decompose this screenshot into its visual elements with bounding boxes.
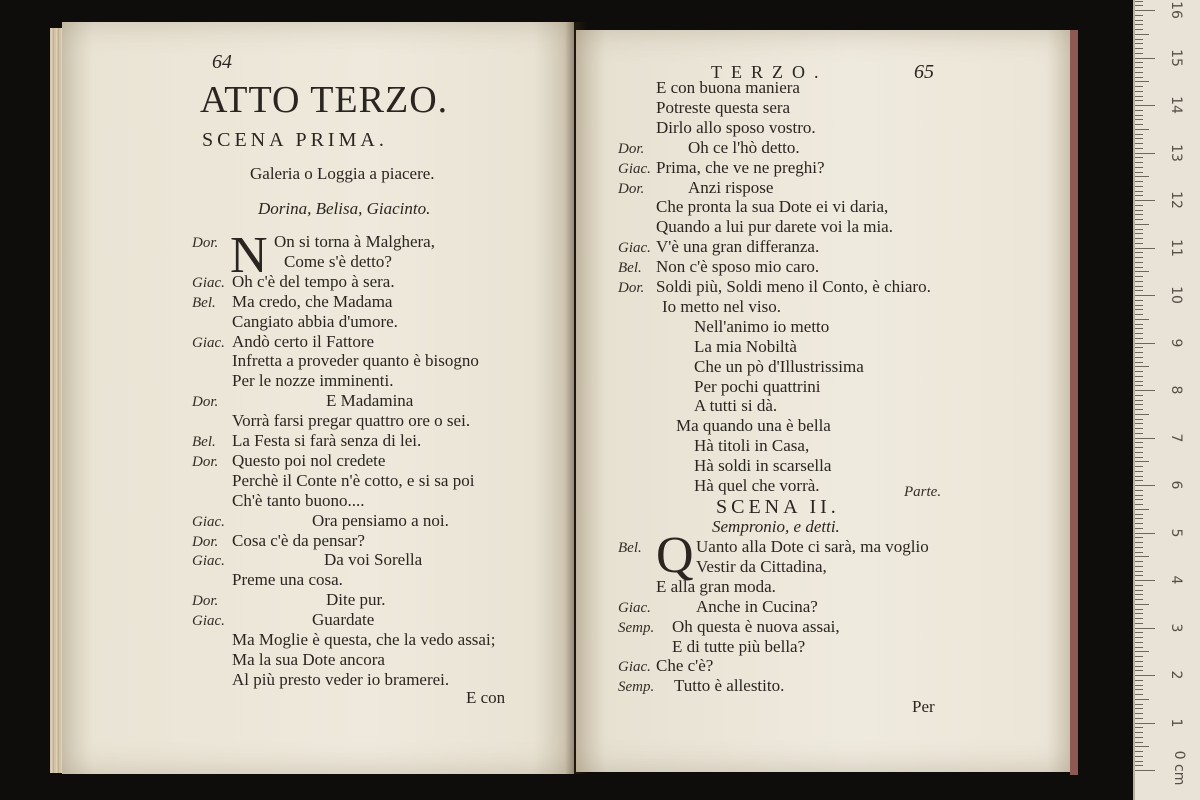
ruler-tick (1135, 58, 1155, 59)
ruler-tick (1135, 286, 1143, 287)
ruler-tick (1135, 20, 1143, 21)
ruler-tick (1135, 537, 1143, 538)
ruler-tick (1135, 395, 1143, 396)
ruler-tick (1135, 119, 1143, 120)
ruler-tick (1135, 761, 1143, 762)
ruler-tick (1135, 48, 1143, 49)
ruler-tick (1135, 675, 1155, 676)
dialogue-line: E alla gran moda. (656, 576, 776, 596)
dialogue-line: Che un pò d'Illustrissima (694, 356, 864, 376)
dialogue-line: Al più presto veder io bramerei. (232, 669, 450, 689)
ruler-tick (1135, 533, 1155, 534)
ruler-tick (1135, 723, 1155, 724)
dialogue-line: Dite pur. (326, 590, 386, 610)
ruler-tick (1135, 518, 1143, 519)
character-list: Sempronio, e detti. (712, 517, 840, 536)
dialogue-line: Uanto alla Dote ci sarà, ma voglio (696, 537, 929, 556)
ruler-tick (1135, 490, 1143, 491)
ruler-tick (1135, 148, 1143, 149)
ruler-tick (1135, 300, 1143, 301)
catchword: E con (466, 688, 506, 707)
ruler-tick (1135, 414, 1149, 415)
ruler-tick (1135, 699, 1149, 700)
ruler-tick (1135, 419, 1143, 420)
ruler-tick (1135, 438, 1155, 439)
ruler-tick (1135, 281, 1143, 282)
dialogue-line: Anzi rispose (688, 177, 774, 197)
dialogue-line: On si torna à Malghera, (274, 232, 435, 251)
ruler-number: 6 (1168, 480, 1184, 490)
ruler-tick (1135, 390, 1155, 391)
speaker-label: Dor. (618, 140, 645, 157)
dialogue-line: Vorrà farsi pregar quattro ore o sei. (232, 411, 471, 431)
scene-title: SCENA PRIMA. (202, 129, 388, 151)
ruler-tick (1135, 67, 1143, 68)
setting-line: Galeria o Loggia a piacere. (250, 164, 435, 183)
ruler-tick (1135, 765, 1143, 766)
ruler-tick (1135, 423, 1143, 424)
dialogue-line: Nell'animo io metto (694, 316, 830, 336)
ruler-tick (1135, 376, 1143, 377)
ruler-number: 2 (1168, 670, 1184, 680)
ruler-tick (1135, 15, 1143, 16)
ruler-tick (1135, 352, 1143, 353)
dialogue-line: Per pochi quattrini (694, 376, 821, 396)
ruler-tick (1135, 594, 1143, 595)
dialogue-line: Cangiato abbia d'umore. (232, 311, 398, 331)
ruler-tick (1135, 191, 1143, 192)
ruler-tick (1135, 110, 1143, 111)
ruler-tick (1135, 333, 1143, 334)
ruler-tick (1135, 632, 1143, 633)
ruler-tick (1135, 613, 1143, 614)
ruler-tick (1135, 571, 1143, 572)
ruler-tick (1135, 343, 1155, 344)
dialogue-line: Ma la sua Dote ancora (232, 649, 385, 669)
ruler-tick (1135, 257, 1143, 258)
dialogue-line: Ma quando una è bella (676, 416, 831, 436)
ruler-tick (1135, 666, 1143, 667)
dialogue-line: Guardate (312, 610, 375, 630)
ruler-tick (1135, 271, 1149, 272)
ruler-tick (1135, 157, 1143, 158)
ruler-number: 16 (1168, 1, 1184, 19)
dialogue-line: Quando a lui pur darete voi la mia. (656, 217, 893, 237)
dialogue-line: Ora pensiamo a noi. (312, 510, 449, 530)
ruler-tick (1135, 62, 1143, 63)
ruler-tick (1135, 480, 1143, 481)
speaker-label: Dor. (192, 394, 219, 411)
ruler-tick (1135, 556, 1149, 557)
ruler-tick (1135, 694, 1143, 695)
ruler-tick (1135, 457, 1143, 458)
page-number: 64 (212, 51, 232, 73)
dialogue-line: Hà titoli in Casa, (694, 436, 810, 456)
ruler-tick (1135, 129, 1149, 130)
ruler-tick (1135, 476, 1143, 477)
dialogue-line: Non c'è sposo mio caro. (656, 257, 820, 277)
speaker-label: Bel. (618, 260, 642, 277)
ruler-number: 13 (1168, 143, 1184, 162)
ruler-tick (1135, 324, 1143, 325)
dialogue-line: Che pronta la sua Dote ei vi daria, (656, 197, 889, 217)
dialogue-line: Ma credo, che Madama (232, 291, 393, 311)
ruler-unit-label: 0 cm (1171, 750, 1187, 786)
ruler-tick (1135, 252, 1143, 253)
dialogue-line: Oh ce l'hò detto. (688, 137, 800, 157)
ruler-tick (1135, 43, 1143, 44)
ruler-number: 11 (1168, 238, 1184, 257)
ruler-tick (1135, 680, 1143, 681)
ruler-tick (1135, 1, 1143, 2)
ruler-tick (1135, 319, 1149, 320)
ruler-tick (1135, 143, 1143, 144)
dialogue-line: La Festa si farà senza di lei. (232, 431, 422, 450)
ruler-tick (1135, 357, 1143, 358)
speaker-label: Bel. (192, 294, 216, 311)
ruler-number: 8 (1168, 385, 1184, 395)
dialogue-line: Hà quel che vorrà. (694, 476, 820, 495)
ruler-tick (1135, 39, 1143, 40)
ruler-tick (1135, 210, 1143, 211)
dialogue-line: Come s'è detto? (284, 251, 392, 271)
ruler-number: 14 (1168, 96, 1184, 114)
speaker-label: Giac. (192, 274, 225, 291)
ruler-tick (1135, 523, 1143, 524)
ruler-tick (1135, 238, 1143, 239)
ruler-tick (1135, 727, 1143, 728)
ruler-tick (1135, 162, 1143, 163)
dialogue-line: Dirlo allo sposo vostro. (656, 117, 816, 137)
speaker-label: Giac. (192, 613, 225, 630)
ruler-tick (1135, 328, 1143, 329)
speaker-label: Giac. (192, 513, 225, 530)
ruler-tick (1135, 77, 1143, 78)
ruler-number: 15 (1168, 48, 1184, 67)
ruler-tick (1135, 466, 1143, 467)
ruler-tick (1135, 647, 1143, 648)
speaker-label: Dor. (618, 180, 645, 197)
right-page (576, 30, 1072, 772)
ruler-tick (1135, 124, 1143, 125)
dialogue-line: Oh questa è nuova assai, (672, 616, 840, 636)
ruler-tick (1135, 609, 1143, 610)
speaker-label: Giac. (192, 334, 225, 351)
ruler-tick (1135, 689, 1143, 690)
ruler-number: 5 (1168, 528, 1184, 537)
ruler-tick (1135, 86, 1143, 87)
ruler-tick (1135, 599, 1143, 600)
ruler-tick (1135, 276, 1143, 277)
ruler-tick (1135, 751, 1143, 752)
ruler-tick (1135, 495, 1143, 496)
ruler-tick (1135, 233, 1143, 234)
ruler-tick (1135, 262, 1143, 263)
ruler-tick (1135, 499, 1143, 500)
ruler-tick (1135, 243, 1143, 244)
ruler-tick (1135, 770, 1155, 771)
ruler-tick (1135, 72, 1143, 73)
ruler-tick (1135, 713, 1143, 714)
speaker-label: Dor. (192, 593, 219, 610)
ruler-tick (1135, 566, 1143, 567)
ruler-tick (1135, 637, 1143, 638)
ruler-number: 7 (1168, 433, 1184, 442)
dialogue-line: Questo poi nol credete (232, 450, 386, 470)
dialogue-line: Prima, che ve ne preghi? (656, 157, 825, 177)
ruler-tick (1135, 528, 1143, 529)
dialogue-line: Cosa c'è da pensar? (232, 530, 365, 550)
ruler-tick (1135, 575, 1143, 576)
speaker-label: Dor. (192, 235, 219, 251)
ruler-tick (1135, 186, 1143, 187)
ruler-tick (1135, 290, 1143, 291)
ruler-tick (1135, 138, 1143, 139)
dialogue-line: Ma Moglie è questa, che la vedo assai; (232, 630, 496, 649)
ruler-tick (1135, 347, 1143, 348)
ruler-tick (1135, 461, 1149, 462)
ruler-tick (1135, 91, 1143, 92)
speaker-label: Bel. (192, 434, 216, 450)
ruler-tick (1135, 34, 1149, 35)
ruler-tick (1135, 314, 1143, 315)
ruler-tick (1135, 604, 1149, 605)
dialogue-line: E Madamina (326, 391, 414, 411)
speaker-label: Giac. (618, 659, 651, 676)
ruler-tick (1135, 590, 1143, 591)
dialogue-line: Ch'è tanto buono.... (232, 490, 365, 510)
ruler-tick (1135, 181, 1143, 182)
ruler-tick (1135, 105, 1155, 106)
ruler-tick (1135, 746, 1149, 747)
ruler-tick (1135, 580, 1155, 581)
dialogue-line: Vestir da Cittadina, (696, 556, 827, 576)
ruler-tick (1135, 224, 1149, 225)
act-title: ATTO TERZO. (200, 79, 449, 121)
ruler-tick (1135, 205, 1143, 206)
ruler-tick (1135, 96, 1143, 97)
ruler-tick (1135, 167, 1143, 168)
ruler-tick (1135, 400, 1143, 401)
ruler-tick (1135, 442, 1143, 443)
ruler-tick (1135, 628, 1155, 629)
ruler-tick (1135, 5, 1143, 6)
ruler-tick (1135, 552, 1143, 553)
ruler-tick (1135, 100, 1143, 101)
dialogue-line: La mia Nobiltà (694, 336, 797, 356)
ruler-tick (1135, 305, 1143, 306)
ruler-tick (1135, 547, 1143, 548)
ruler-tick (1135, 708, 1143, 709)
ruler-tick (1135, 267, 1143, 268)
ruler-tick (1135, 642, 1143, 643)
speaker-label: Giac. (618, 160, 651, 177)
drop-cap: Q (656, 527, 694, 584)
speaker-label: Giac. (618, 599, 651, 616)
ruler-tick (1135, 338, 1143, 339)
ruler-tick (1135, 737, 1143, 738)
speaker-label: Giac. (618, 240, 651, 257)
ruler-tick (1135, 309, 1143, 310)
ruler-number: 10 (1168, 286, 1184, 304)
speaker-label: Dor. (192, 533, 219, 550)
ruler-number: 3 (1168, 623, 1184, 632)
speaker-label: Semp. (618, 619, 655, 636)
ruler-tick (1135, 29, 1143, 30)
ruler-tick (1135, 409, 1143, 410)
ruler-tick (1135, 362, 1143, 363)
dialogue-line: Da voi Sorella (324, 550, 423, 570)
ruler-tick (1135, 81, 1149, 82)
speaker-label: Dor. (618, 280, 645, 296)
dialogue-line: Oh c'è del tempo à sera. (232, 271, 395, 291)
ruler-tick (1135, 366, 1149, 367)
ruler-tick (1135, 509, 1149, 510)
ruler-tick (1135, 195, 1143, 196)
speaker-label: Bel. (618, 540, 642, 556)
ruler-tick (1135, 134, 1143, 135)
ruler-tick (1135, 53, 1143, 54)
ruler-tick (1135, 200, 1155, 201)
ruler-tick (1135, 229, 1143, 230)
speaker-label: Giac. (192, 553, 225, 570)
catchword: Per (912, 697, 935, 716)
dialogue-line: Potreste questa sera (656, 97, 791, 117)
ruler-tick (1135, 651, 1149, 652)
dialogue-line: Io metto nel viso. (662, 296, 781, 316)
ruler-tick (1135, 10, 1155, 11)
drop-cap: N (230, 227, 268, 284)
measuring-ruler (1133, 0, 1200, 800)
ruler-tick (1135, 742, 1143, 743)
dialogue-line: Soldi più, Soldi meno il Conto, è chiaro. (656, 277, 931, 296)
dialogue-line: A tutti si dà. (694, 396, 778, 416)
ruler-tick (1135, 704, 1143, 705)
ruler-tick (1135, 219, 1143, 220)
dialogue-line: Hà soldi in scarsella (694, 456, 832, 476)
ruler-tick (1135, 542, 1143, 543)
ruler-tick (1135, 381, 1143, 382)
dialogue-line: Per le nozze imminenti. (232, 371, 394, 391)
speaker-label: Semp. (618, 679, 655, 696)
ruler-tick (1135, 24, 1143, 25)
ruler-tick (1135, 732, 1143, 733)
ruler-tick (1135, 618, 1143, 619)
dialogue-line: E con buona maniera (656, 78, 800, 97)
ruler-number: 4 (1168, 575, 1184, 585)
book-cover-edge (1070, 30, 1078, 775)
ruler-tick (1135, 404, 1143, 405)
dialogue-line: Perchè il Conte n'è cotto, e si sa poi (232, 470, 475, 490)
ruler-tick (1135, 214, 1143, 215)
dialogue-line: Preme una cosa. (232, 570, 343, 590)
running-head: TERZO. (711, 62, 828, 82)
stage-direction: Parte. (904, 484, 942, 500)
ruler-tick (1135, 670, 1143, 671)
ruler-tick (1135, 485, 1155, 486)
ruler-tick (1135, 656, 1143, 657)
ruler-tick (1135, 504, 1143, 505)
ruler-tick (1135, 447, 1143, 448)
dialogue-line: Che c'è? (656, 656, 714, 676)
dialogue-line: Tutto è allestito. (674, 676, 785, 696)
ruler-number: 1 (1168, 718, 1184, 727)
ruler-tick (1135, 471, 1143, 472)
scene-title: SCENA II. (716, 496, 840, 518)
left-page (62, 22, 574, 774)
page-number: 65 (914, 61, 934, 83)
ruler-tick (1135, 153, 1155, 154)
ruler-tick (1135, 514, 1143, 515)
ruler-tick (1135, 428, 1143, 429)
ruler-tick (1135, 585, 1143, 586)
ruler-number: 12 (1168, 191, 1184, 209)
ruler-tick (1135, 623, 1143, 624)
ruler-tick (1135, 176, 1149, 177)
ruler-tick (1135, 756, 1143, 757)
ruler-tick (1135, 433, 1143, 434)
ruler-tick (1135, 115, 1143, 116)
ruler-tick (1135, 452, 1143, 453)
dialogue-line: V'è una gran differanza. (656, 237, 820, 257)
ruler-tick (1135, 685, 1143, 686)
ruler-tick (1135, 248, 1155, 249)
dialogue-line: Andò certo il Fattore (232, 331, 375, 351)
speaker-label: Dor. (192, 453, 219, 470)
ruler-tick (1135, 371, 1143, 372)
dialogue-line: Anche in Cucina? (696, 596, 818, 616)
ruler-tick (1135, 561, 1143, 562)
character-list: Dorina, Belisa, Giacinto. (258, 199, 431, 218)
ruler-tick (1135, 172, 1143, 173)
ruler-number: 9 (1168, 338, 1184, 347)
dialogue-line: Infretta a proveder quanto è bisogno (232, 351, 479, 371)
ruler-tick (1135, 718, 1143, 719)
ruler-tick (1135, 661, 1143, 662)
ruler-tick (1135, 385, 1143, 386)
dialogue-line: E di tutte più bella? (672, 636, 806, 656)
ruler-tick (1135, 295, 1155, 296)
